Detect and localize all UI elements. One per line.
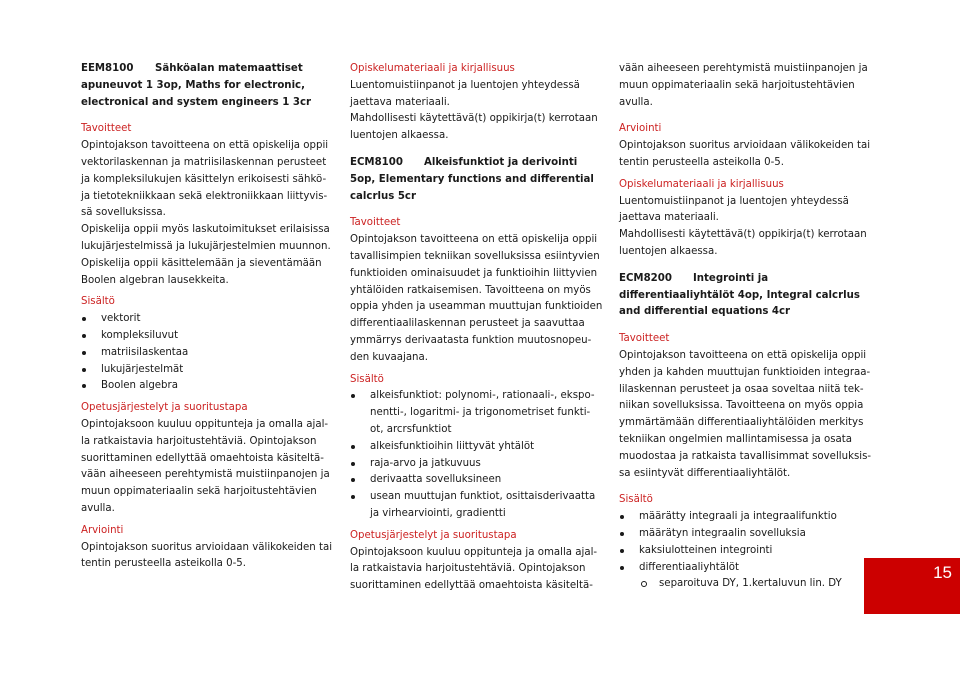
text-line: Opintojakson suoritus arvioidaan välikokeiden tai [81, 541, 333, 553]
course-heading-ecm8100 [350, 155, 582, 172]
text-line: Luentomuistiinpanot ja luentojen yhteydessä [350, 79, 580, 91]
text-line: yhtälöiden ratkaisemisen. Tavoitteena on myös [350, 284, 591, 296]
text-line: avulla. [81, 502, 115, 514]
course-title-line: and differential equations 4cr [619, 306, 791, 318]
text-line: den kuvaajana. [350, 351, 428, 363]
text-line: yhden ja kahden muuttujan funktioiden integraa- [619, 366, 871, 378]
text-line: sa esiintyvät differentiaaliyhtälöt. [619, 467, 791, 479]
list-item: kompleksiluvut [81, 328, 313, 345]
text-line: Mahdollisesti käytettävä(t) oppikirja(t) kerrotaan [619, 229, 867, 241]
section-heading-goals: Tavoitteet [350, 217, 401, 229]
text-line: Opiskelija oppii käsittelemään ja sieventämään [81, 257, 322, 269]
course-code: ECM8100 [350, 156, 403, 168]
list-item-line: alkeisfunktiot: polynomi-, rationaali-, ekspo- [370, 390, 595, 402]
section-heading-materials: Opiskelumateriaali ja kirjallisuus [350, 63, 515, 74]
section-heading-assessment: Arviointi [619, 123, 662, 135]
text-line: ja tietotekniikkaan sekä elektroniikkaan liittyvis- [81, 190, 328, 202]
section-heading-arrangements: Opetusjärjestelyt ja suoritustapa [81, 402, 248, 414]
text-line: tekniikan ongelmien mallintamisessa ja osata [619, 433, 853, 445]
column-3 [619, 61, 872, 593]
column-1 [81, 61, 333, 573]
course-heading-eem8100 [81, 61, 313, 78]
list-item: vektorit [81, 311, 313, 328]
section-heading-content: Sisältö [350, 373, 384, 385]
text-line: Opiskelija oppii myös laskutoimitukset erilaisissa [81, 224, 330, 236]
list-item: raja-arvo ja jatkuvuus [350, 456, 582, 473]
text-line: muodostaa ja ratkaista tavallisimmat sovelluksis- [619, 450, 872, 462]
section-heading-goals: Tavoitteet [81, 123, 132, 135]
section-heading-assessment: Arviointi [81, 524, 124, 536]
text-line: muun oppimateriaalin sekä harjoitustehtävien [619, 79, 855, 91]
text-line: suorittaminen edellyttää omaehtoista käsiteltä- [350, 580, 593, 592]
text-line: funktioiden ominaisuudet ja funktioihin liittyvien [350, 267, 598, 279]
text-line: tavallisimpien tekniikan sovelluksissa esiintyvien [350, 250, 600, 262]
list-item-line: usean muuttujan funktiot, osittaisderivaatta [370, 491, 596, 503]
page-number-tab [864, 558, 960, 614]
text-line: tentin perusteella asteikolla 0-5. [619, 156, 785, 168]
text-line: Opintojakson suoritus arvioidaan välikokeiden tai [619, 140, 871, 152]
text-line: sä sovelluksissa. [81, 207, 166, 219]
list-item: kaksiulotteinen integrointi [619, 543, 851, 560]
text-line: Opintojakson tavoitteena on että opiskelija oppii [81, 140, 329, 152]
course-title-line: calcrlus 5cr [350, 190, 416, 202]
text-line: oppia yhden ja useamman muuttujan funktioiden [350, 301, 603, 313]
text-line: lukujärjestelmissä ja lukujärjestelmien muunnon. [81, 240, 331, 252]
text-line: vään aiheeseen perehtymistä muistiinpanojen ja [619, 63, 868, 74]
text-line: avulla. [619, 96, 653, 108]
list-item [350, 489, 596, 523]
text-line: ymmärtämään differentiaaliyhtälöiden merkitys [619, 417, 864, 429]
text-line: Mahdollisesti käytettävä(t) oppikirja(t) kerrotaan [350, 113, 598, 125]
text-line: Luentomuistiinpanot ja luentojen yhteydessä [619, 195, 849, 207]
sub-list-item: separoituva DY, 1.kertaluvun lin. DY [619, 576, 851, 593]
text-line: suorittaminen edellyttää omaehtoista käsiteltä- [81, 452, 324, 464]
list-item: alkeisfunktioihin liittyvät yhtälöt [350, 439, 582, 456]
text-line: lilaskennan perusteet ja osaa soveltaa niitä tek- [619, 383, 864, 395]
text-line: ja kompleksilukujen käsittelyn erikoisesti sähkö- [81, 173, 327, 185]
text-line: Opintojaksoon kuuluu oppitunteja ja omalla ajal- [81, 418, 329, 430]
list-item: differentiaaliyhtälöt [619, 560, 851, 577]
list-item [350, 388, 595, 438]
course-title-line: apuneuvot 1 3op, Maths for electronic, [81, 79, 305, 91]
text-line: vektorilaskennan ja matriisilaskennan perusteet [81, 156, 327, 168]
text-line: jaettava materiaali. [619, 212, 719, 224]
list-item-line: ot, arcrsfunktiot [370, 423, 452, 435]
text-line: la ratkaistavia harjoitustehtäviä. Opintojakson [350, 563, 586, 575]
course-title-line: electronical and system engineers 1 3cr [81, 96, 312, 108]
section-heading-content: Sisältö [619, 494, 653, 506]
column-2 [350, 61, 603, 595]
text-line: luentojen alkaessa. [619, 245, 718, 257]
section-heading-goals: Tavoitteet [619, 333, 670, 345]
text-line: jaettava materiaali. [350, 96, 450, 108]
list-item: lukujärjestelmät [81, 362, 313, 379]
course-code: EEM8100 [81, 63, 134, 74]
course-title-line: differentiaaliyhtälöt 4op, Integral calcrlus [619, 289, 860, 301]
section-heading-content: Sisältö [81, 296, 115, 308]
page-number: 15 [933, 563, 952, 582]
text-line: differentiaalilaskennan perusteet ja saavuttaa [350, 318, 585, 330]
text-line: tentin perusteella asteikolla 0-5. [81, 558, 247, 570]
text-line: niikan sovelluksissa. Tavoitteena on myös oppia [619, 400, 864, 412]
list-item: Boolen algebra [81, 378, 313, 395]
course-title-line: 5op, Elementary functions and differential [350, 173, 594, 185]
text-line: vään aiheeseen perehtymistä muistiinpanojen ja [81, 469, 330, 481]
text-line: ymmärrys derivaatasta funktion muutosnopeu- [350, 334, 592, 346]
course-title: Sähköalan matemaattiset [155, 63, 303, 74]
text-line: Boolen algebran lausekkeita. [81, 274, 229, 286]
list-item-line: ja virhearviointi, gradientti [370, 507, 506, 519]
list-item-line: nentti-, logaritmi- ja trigonometriset funkti- [370, 407, 591, 419]
list-item: derivaatta sovelluksineen [350, 472, 582, 489]
text-line: muun oppimateriaalin sekä harjoitustehtävien [81, 486, 317, 498]
list-item: määrätyn integraalin sovelluksia [619, 526, 851, 543]
course-heading-ecm8200 [619, 271, 851, 288]
course-code: ECM8200 [619, 272, 672, 284]
text-line: Opintojakson tavoitteena on että opiskelija oppii [619, 349, 867, 361]
section-heading-arrangements: Opetusjärjestelyt ja suoritustapa [350, 529, 517, 541]
text-line: luentojen alkaessa. [350, 130, 449, 142]
text-line: Opintojakson tavoitteena on että opiskelija oppii [350, 234, 598, 246]
section-heading-materials: Opiskelumateriaali ja kirjallisuus [619, 178, 784, 190]
course-title: Integrointi ja [693, 272, 769, 284]
list-item: määrätty integraali ja integraalifunktio [619, 509, 851, 526]
text-line: Opintojaksoon kuuluu oppitunteja ja omalla ajal- [350, 546, 598, 558]
text-line: la ratkaistavia harjoitustehtäviä. Opintojakson [81, 435, 317, 447]
list-item: matriisilaskentaa [81, 345, 313, 362]
course-title: Alkeisfunktiot ja derivointi [424, 156, 578, 168]
